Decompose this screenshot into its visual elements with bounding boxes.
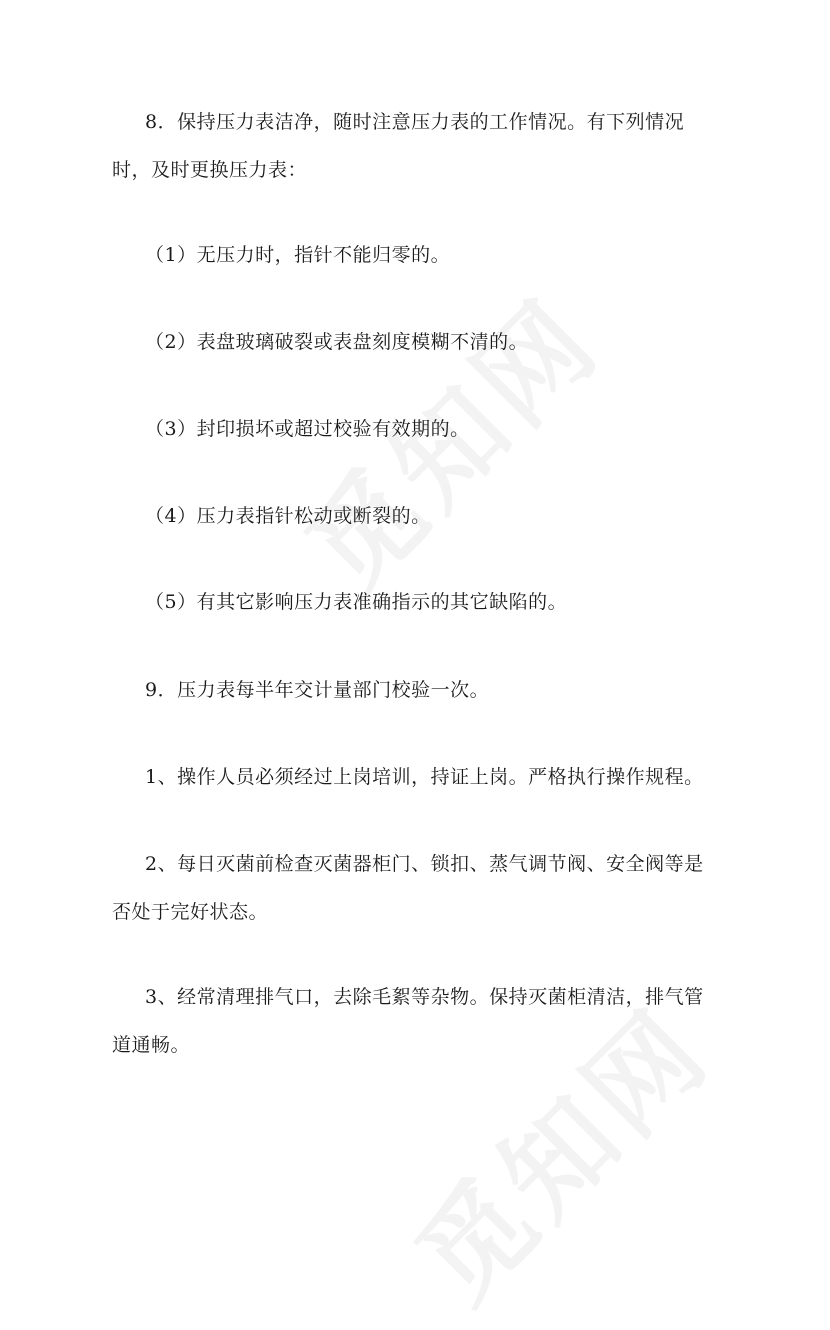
paragraph-item-8: 8．保持压力表洁净，随时注意压力表的工作情况。有下列情况时，及时更换压力表： (112, 111, 685, 181)
paragraph-rule-1: 1、操作人员必须经过上岗培训，持证上岗。严格执行操作规程。 (145, 766, 704, 788)
paragraph-rule-3: 3、经常清理排气口，去除毛絮等杂物。保持灭菌柜清洁，排气管道通畅。 (112, 986, 704, 1056)
paragraph-sub-item-4: （4）压力表指针松动或断裂的。 (145, 505, 431, 527)
paragraph-rule-2: 2、每日灭菌前检查灭菌器柜门、锁扣、蒸气调节阀、安全阀等是否处于完好状态。 (112, 853, 704, 923)
paragraph-sub-item-5: （5）有其它影响压力表准确指示的其它缺陷的。 (145, 591, 568, 613)
paragraph-sub-item-3: （3）封印损坏或超过校验有效期的。 (145, 418, 470, 440)
paragraph-item-9: 9．压力表每半年交计量部门校验一次。 (145, 679, 490, 701)
paragraph-sub-item-1: （1）无压力时，指针不能归零的。 (145, 244, 451, 266)
paragraph-sub-item-2: （2）表盘玻璃破裂或表盘刻度模糊不清的。 (145, 331, 529, 353)
